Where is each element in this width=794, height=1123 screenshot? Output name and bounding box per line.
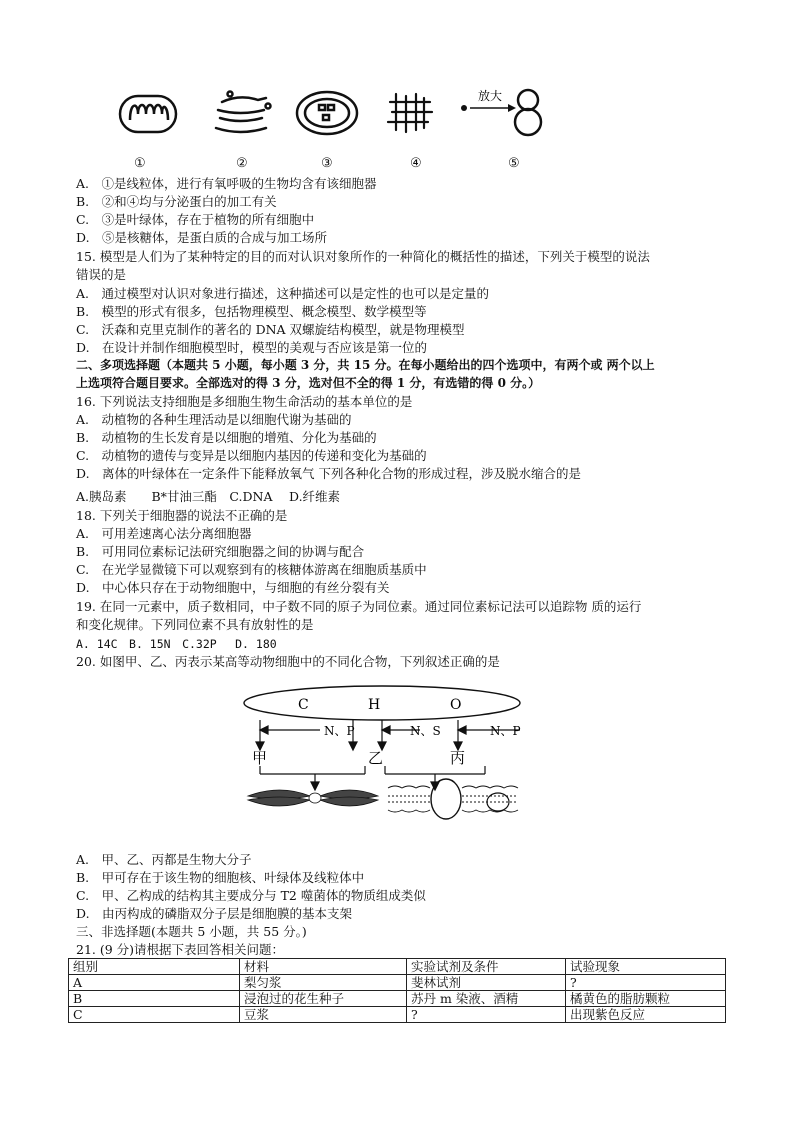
q20-stem: 20. 如图甲、乙、丙表示某高等动物细胞中的不同化合物，下列叙述正确的是 xyxy=(76,654,500,669)
q14-option-b: B. ②和④均与分泌蛋白的加工有关 xyxy=(76,194,277,209)
table-row xyxy=(69,1007,726,1023)
arrow-label-1: N、P xyxy=(324,724,355,738)
q16-option-a: A. 动植物的各种生理活动是以细胞代谢为基础的 xyxy=(76,412,352,427)
q16-stem: 16. 下列说法支持细胞是多细胞生物生命活动的基本单位的是 xyxy=(76,394,413,409)
element-c: C xyxy=(298,697,309,713)
q14-option-c: C. ③是叶绿体，存在于植物的所有细胞中 xyxy=(76,212,315,227)
q21-table xyxy=(68,958,726,1023)
table-cell: ? xyxy=(566,975,726,991)
q20-option-c: C. 甲、乙构成的结构其主要成分与 T2 噬菌体的物质组成类似 xyxy=(76,888,426,903)
diagram-arrows xyxy=(256,720,520,790)
table-row xyxy=(69,991,726,1007)
table-cell: C xyxy=(69,1007,240,1023)
table-cell: 梨匀浆 xyxy=(240,975,407,991)
q19-stem-cont: 和变化规律。下列同位素不具有放射性的是 xyxy=(76,617,314,632)
element-ellipse xyxy=(244,686,520,720)
table-header-cell: 材料 xyxy=(240,959,407,975)
q17-options: A.胰岛素 B*甘油三酯 C.DNA D.纤维素 xyxy=(76,489,341,504)
table-row xyxy=(69,975,726,991)
table-cell: 豆浆 xyxy=(240,1007,407,1023)
chromosome-drawing xyxy=(248,790,378,806)
element-h: H xyxy=(368,697,381,713)
q16-option-c: C. 动植物的遗传与变异是以细胞内基因的传递和变化为基础的 xyxy=(76,448,427,463)
mitochondrion-drawing xyxy=(120,96,176,132)
q15-option-b: B. 模型的形式有很多，包括物理模型、概念模型、数学模型等 xyxy=(76,304,427,319)
table-header-cell: 组别 xyxy=(69,959,240,975)
q16-option-b: B. 动植物的生长发育是以细胞的增殖、分化为基础的 xyxy=(76,430,377,445)
compound-yi: 乙 xyxy=(368,749,384,767)
section3-heading: 三、非选择题(本题共 5 小题，共 55 分。) xyxy=(76,924,307,939)
chloroplast-drawing xyxy=(297,92,357,134)
er-drawing xyxy=(388,94,432,132)
table-header-cell: 试验现象 xyxy=(566,959,726,975)
table-cell: ? xyxy=(407,1007,566,1023)
q21-stem: 21. (9 分)请根据下表回答相关问题： xyxy=(76,942,285,957)
magnify-label: 放大 xyxy=(478,89,503,103)
ribosome-drawing xyxy=(461,88,541,135)
compound-diagram xyxy=(240,684,525,824)
q19-stem: 19. 在同一元素中，质子数相同，中子数不同的原子为同位素。通过同位素标记法可以追踪物 质的运行 xyxy=(76,599,642,614)
table-cell: 斐林试剂 xyxy=(407,975,566,991)
q16-option-d: D. 离体的叶绿体在一定条件下能释放氧气 下列各种化合物的形成过程，涉及脱水缩合的是 xyxy=(76,466,582,481)
compound-jia: 甲 xyxy=(252,749,268,767)
compound-bing: 丙 xyxy=(450,749,466,767)
table-cell: 出现紫色反应 xyxy=(566,1007,726,1023)
organelle-figure xyxy=(100,80,560,156)
q14-option-d: D. ⑤是核糖体，是蛋白质的合成与加工场所 xyxy=(76,230,328,245)
q20-option-a: A. 甲、乙、丙都是生物大分子 xyxy=(76,852,252,867)
q18-option-c: C. 在光学显微镜下可以观察到有的核糖体游离在细胞质基质中 xyxy=(76,562,427,577)
q19-options: A. 14C B. 15N C.32P D. 180 xyxy=(76,637,277,651)
figure-label-3: ③ xyxy=(321,156,333,171)
q15-stem: 15. 模型是人们为了某种特定的目的而对认识对象所作的一种简化的概括性的描述，下列关于模型的说法 xyxy=(76,249,650,264)
arrow-label-2: N、S xyxy=(410,724,441,738)
table-cell: 橘黄色的脂肪颗粒 xyxy=(566,991,726,1007)
table-cell: B xyxy=(69,991,240,1007)
figure-label-4: ④ xyxy=(410,156,422,171)
section2-heading: 二、多项选择题（本题共 5 小题，每小题 3 分，共 15 分。在每小题给出的四个选项中，有两个或 两个以上 xyxy=(76,358,655,372)
membrane-drawing xyxy=(388,779,518,819)
figure-label-1: ① xyxy=(134,156,146,171)
q15-option-a: A. 通过模型对认识对象进行描述，这种描述可以是定性的也可以是定量的 xyxy=(76,286,490,301)
table-header-row xyxy=(69,959,726,975)
figure-label-2: ② xyxy=(236,156,248,171)
table-header-cell: 实验试剂及条件 xyxy=(407,959,566,975)
q20-option-d: D. 由丙构成的磷脂双分子层是细胞膜的基本支架 xyxy=(76,906,353,921)
arrow-label-3: N、P xyxy=(490,724,521,738)
q18-option-b: B. 可用同位素标记法研究细胞器之间的协调与配合 xyxy=(76,544,365,559)
q15-option-d: D. 在设计并制作细胞模型时，模型的美观与否应该是第一位的 xyxy=(76,340,428,355)
section2-heading-cont: 上选项符合题目要求。全部选对的得 3 分，选对但不全的得 1 分，有选错的得 0 分。） xyxy=(76,376,541,390)
q18-option-a: A. 可用差速离心法分离细胞器 xyxy=(76,526,252,541)
figure-label-5: ⑤ xyxy=(508,156,520,171)
table-cell: A xyxy=(69,975,240,991)
q20-option-b: B. 甲可存在于该生物的细胞核、叶绿体及线粒体中 xyxy=(76,870,365,885)
q18-stem: 18. 下列关于细胞器的说法不正确的是 xyxy=(76,508,288,523)
q15-stem-cont: 错误的是 xyxy=(76,267,127,282)
golgi-drawing xyxy=(216,92,271,133)
q15-option-c: C. 沃森和克里克制作的著名的 DNA 双螺旋结构模型，就是物理模型 xyxy=(76,322,465,337)
q18-option-d: D. 中心体只存在于动物细胞中，与细胞的有丝分裂有关 xyxy=(76,580,390,595)
q14-option-a: A. ①是线粒体，进行有氧呼吸的生物均含有该细胞器 xyxy=(76,176,377,191)
table-cell: 苏丹 m 染液、酒精 xyxy=(407,991,566,1007)
table-cell: 浸泡过的花生种子 xyxy=(240,991,407,1007)
element-o: O xyxy=(450,697,462,713)
